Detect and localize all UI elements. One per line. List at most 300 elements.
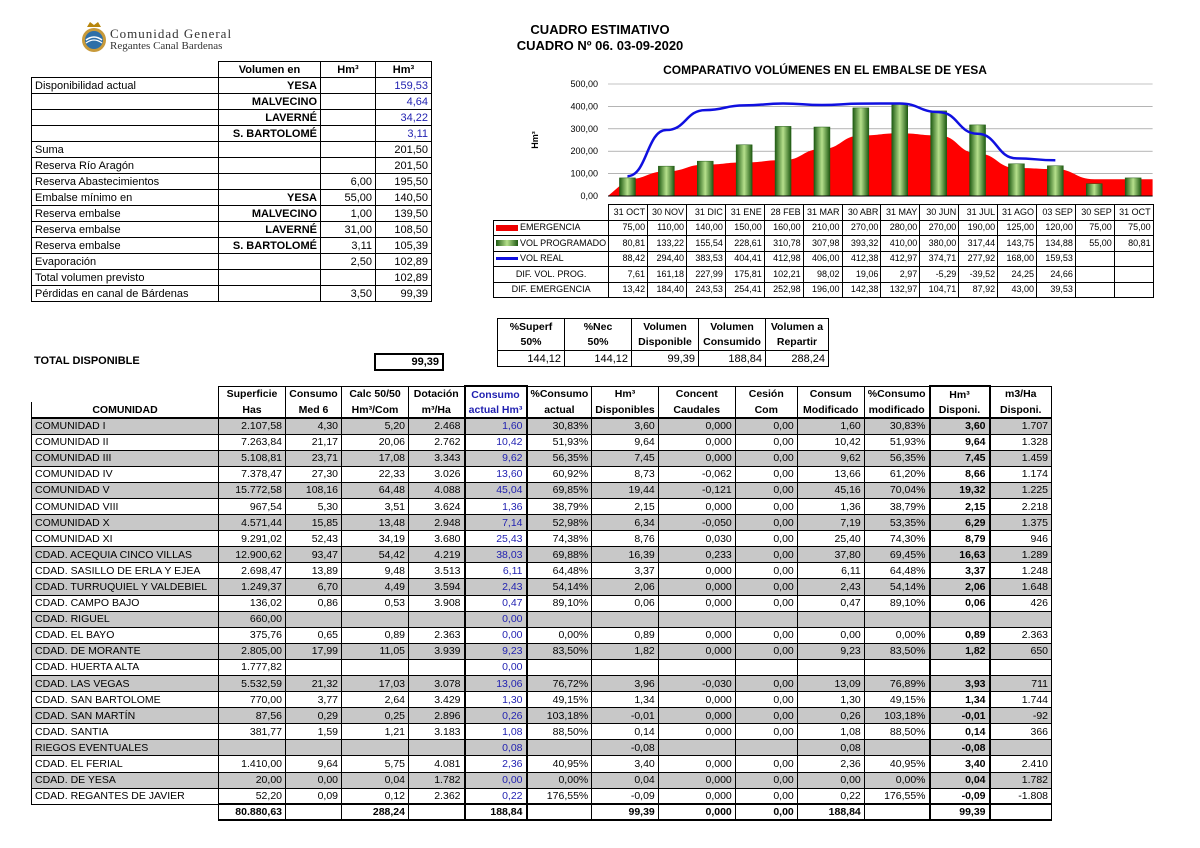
data-label: 294,40 <box>648 251 687 267</box>
table-cell: 0,000 <box>658 563 735 579</box>
logo-line1: Comunidad General <box>110 26 233 41</box>
data-label: 55,00 <box>1075 236 1114 252</box>
table-cell: 0,233 <box>658 547 735 563</box>
table-cell: 13,06 <box>465 676 527 692</box>
y-tick-label: 400,00 <box>570 101 598 112</box>
table-cell <box>735 659 797 675</box>
bar-vol-programado <box>697 161 713 196</box>
table-cell: 0,000 <box>658 692 735 708</box>
community-name: CDAD. SANTIA <box>32 724 219 740</box>
main-header-top: Superficie <box>219 386 286 402</box>
x-tick-label: 03 SEP <box>1036 205 1075 221</box>
table-cell: 69,88% <box>527 547 592 563</box>
x-tick-label: 30 JUN <box>920 205 959 221</box>
community-name: CDAD. LAS VEGAS <box>32 676 219 692</box>
data-label: 374,71 <box>920 251 959 267</box>
table-cell: 2.698,47 <box>219 563 286 579</box>
data-label: 252,98 <box>764 282 803 298</box>
table-cell: -0,01 <box>930 708 990 724</box>
vol-cell: 34,22 <box>376 110 432 126</box>
vol-cell: 1,00 <box>321 206 376 222</box>
table-row <box>32 238 432 254</box>
x-tick-label: 31 JUL <box>959 205 998 221</box>
main-header-top: Hm³ <box>930 386 990 402</box>
vol-cell <box>219 158 321 174</box>
table-cell: 49,15% <box>864 692 929 708</box>
table-cell: 0,65 <box>286 627 342 643</box>
table-cell: 0,00 <box>735 498 797 514</box>
table-cell: 176,55% <box>527 788 592 804</box>
data-label: 39,53 <box>1036 282 1075 298</box>
community-name: CDAD. SAN MARTÍN <box>32 708 219 724</box>
data-label: 133,22 <box>648 236 687 252</box>
table-cell: 1.375 <box>990 515 1052 531</box>
table-row <box>32 286 432 302</box>
data-label: 412,97 <box>881 251 920 267</box>
summary-header: 50% <box>565 335 632 351</box>
table-cell: 1.225 <box>990 482 1052 498</box>
table-cell <box>864 611 929 627</box>
communities-table <box>31 385 1052 821</box>
x-tick-label: 30 ABR <box>842 205 881 221</box>
table-cell: 1.777,82 <box>219 659 286 675</box>
table-cell: 22,33 <box>342 466 409 482</box>
legend-entry <box>494 267 609 283</box>
table-cell: 0,000 <box>658 450 735 466</box>
table-cell: 3,77 <box>286 692 342 708</box>
table-cell: 37,80 <box>797 547 864 563</box>
data-label: 142,38 <box>842 282 881 298</box>
vol-cell: Embalse mínimo en <box>32 190 219 206</box>
vol-cell: 4,64 <box>376 94 432 110</box>
vol-header-0: Volumen en <box>219 62 321 78</box>
data-label: 175,81 <box>725 267 764 283</box>
data-label: 317,44 <box>959 236 998 252</box>
table-row <box>32 531 1052 547</box>
table-cell <box>286 611 342 627</box>
table-cell: 13,89 <box>286 563 342 579</box>
table-cell: 53,35% <box>864 515 929 531</box>
main-header-bottom: Disponibles <box>592 402 659 418</box>
table-cell: 23,71 <box>286 450 342 466</box>
legend-row <box>494 267 1154 283</box>
data-label: 196,00 <box>803 282 842 298</box>
main-header-top: Calc 50/50 <box>342 386 409 402</box>
table-cell: 0,14 <box>592 724 659 740</box>
data-label <box>1114 267 1153 283</box>
vol-cell: 3,11 <box>376 126 432 142</box>
data-label: 24,25 <box>998 267 1037 283</box>
table-cell <box>409 659 465 675</box>
legend-entry <box>494 220 609 236</box>
table-cell <box>286 740 342 756</box>
community-name: CDAD. REGANTES DE JAVIER <box>32 788 219 804</box>
table-cell: 2.362 <box>409 788 465 804</box>
data-label: 307,98 <box>803 236 842 252</box>
table-cell: 52,20 <box>219 788 286 804</box>
data-label: 150,00 <box>725 220 764 236</box>
main-header-top: m3/Ha <box>990 386 1052 402</box>
vol-cell <box>219 270 321 286</box>
table-row <box>32 254 432 270</box>
vol-cell: Reserva embalse <box>32 222 219 238</box>
table-cell: 1.249,37 <box>219 579 286 595</box>
table-cell: 0,22 <box>465 788 527 804</box>
total-cell: 188,84 <box>465 804 527 820</box>
main-header-bottom: Modificado <box>797 402 864 418</box>
total-disponible-label: TOTAL DISPONIBLE <box>34 355 140 367</box>
table-cell: 83,50% <box>864 643 929 659</box>
table-cell: 0,14 <box>930 724 990 740</box>
vol-cell: YESA <box>219 190 321 206</box>
table-cell: 9,62 <box>465 450 527 466</box>
summary-header: Disponible <box>632 335 699 351</box>
data-label: 2,97 <box>881 267 920 283</box>
summary-value: 144,12 <box>565 351 632 367</box>
vol-cell <box>32 94 219 110</box>
bar-vol-programado <box>619 178 635 196</box>
data-label: 80,81 <box>1114 236 1153 252</box>
table-cell: 8,76 <box>592 531 659 547</box>
table-cell: 76,89% <box>864 676 929 692</box>
main-header-top <box>32 386 219 402</box>
table-cell: 51,93% <box>864 434 929 450</box>
table-cell: 1,08 <box>797 724 864 740</box>
table-cell: -1.808 <box>990 788 1052 804</box>
table-cell: 3.078 <box>409 676 465 692</box>
table-cell: 2.896 <box>409 708 465 724</box>
table-cell: 56,35% <box>864 450 929 466</box>
table-cell: 0,29 <box>286 708 342 724</box>
table-cell: 2,06 <box>930 579 990 595</box>
table-cell: 1.174 <box>990 466 1052 482</box>
table-cell: 6,11 <box>797 563 864 579</box>
table-cell: 0,00 <box>735 708 797 724</box>
table-cell: 11,05 <box>342 643 409 659</box>
table-cell: 19,32 <box>930 482 990 498</box>
table-cell: 17,03 <box>342 676 409 692</box>
vol-cell <box>321 158 376 174</box>
table-cell: 9,23 <box>465 643 527 659</box>
data-label: -5,29 <box>920 267 959 283</box>
table-cell: 770,00 <box>219 692 286 708</box>
vol-cell: YESA <box>219 78 321 94</box>
table-row <box>32 126 432 142</box>
table-cell <box>409 740 465 756</box>
data-label: 75,00 <box>1075 220 1114 236</box>
table-cell: 3,96 <box>592 676 659 692</box>
legend-row <box>494 282 1154 298</box>
table-cell: 0,000 <box>658 643 735 659</box>
table-cell: -0,121 <box>658 482 735 498</box>
table-cell: 7,19 <box>797 515 864 531</box>
community-name: CDAD. DE MORANTE <box>32 643 219 659</box>
table-cell: 87,56 <box>219 708 286 724</box>
table-cell <box>864 659 929 675</box>
table-cell: 54,14% <box>527 579 592 595</box>
table-cell: 4.219 <box>409 547 465 563</box>
data-label <box>1114 282 1153 298</box>
table-cell: 38,79% <box>864 498 929 514</box>
table-cell: 3.343 <box>409 450 465 466</box>
community-name: CDAD. ACEQUIA CINCO VILLAS <box>32 547 219 563</box>
data-label: 270,00 <box>842 220 881 236</box>
table-cell: 103,18% <box>864 708 929 724</box>
table-cell <box>735 740 797 756</box>
table-row <box>32 270 432 286</box>
table-cell: 6,29 <box>930 515 990 531</box>
table-cell: 9,62 <box>797 450 864 466</box>
table-cell: 1,60 <box>797 418 864 434</box>
table-cell: -0,062 <box>658 466 735 482</box>
table-cell: 8,79 <box>930 531 990 547</box>
table-cell: 30,83% <box>864 418 929 434</box>
table-cell: 0,00 <box>735 531 797 547</box>
table-cell: 0,09 <box>286 788 342 804</box>
table-cell: 3,60 <box>930 418 990 434</box>
table-cell: 426 <box>990 595 1052 611</box>
main-header-top: Hm³ <box>592 386 659 402</box>
table-cell: 0,86 <box>286 595 342 611</box>
title-line1: CUADRO ESTIMATIVO <box>530 22 670 37</box>
x-tick-label: 30 SEP <box>1075 205 1114 221</box>
x-tick-label: 31 AGO <box>998 205 1037 221</box>
vol-cell: MALVECINO <box>219 94 321 110</box>
main-header-top: Consumo <box>465 386 527 402</box>
legend-entry <box>494 236 609 252</box>
table-cell: 0,47 <box>465 595 527 611</box>
main-header-bottom: actual Hm³ <box>465 402 527 418</box>
table-cell: 1,36 <box>797 498 864 514</box>
table-cell: 21,32 <box>286 676 342 692</box>
bar-vol-programado <box>736 145 752 196</box>
table-row <box>32 740 1052 756</box>
data-label: 155,54 <box>686 236 725 252</box>
table-cell: 0,08 <box>797 740 864 756</box>
table-cell: 0,00% <box>864 772 929 788</box>
community-name: RIEGOS EVENTUALES <box>32 740 219 756</box>
total-cell: 0,000 <box>658 804 735 820</box>
vol-cell: 201,50 <box>376 142 432 158</box>
table-cell <box>658 740 735 756</box>
table-cell: 74,38% <box>527 531 592 547</box>
table-row <box>32 563 1052 579</box>
table-cell: 1.782 <box>409 772 465 788</box>
table-cell: 45,16 <box>797 482 864 498</box>
community-name: COMUNIDAD V <box>32 482 219 498</box>
data-label: 98,02 <box>803 267 842 283</box>
summary-table <box>497 318 829 367</box>
community-name: CDAD. EL BAYO <box>32 627 219 643</box>
vol-cell: Pérdidas en canal de Bárdenas <box>32 286 219 302</box>
table-cell: 3.513 <box>409 563 465 579</box>
logo <box>78 20 238 56</box>
table-cell: 51,93% <box>527 434 592 450</box>
legend-row <box>494 236 1154 252</box>
main-header-top: Concent <box>658 386 735 402</box>
vol-cell <box>219 286 321 302</box>
table-cell: 2,36 <box>797 756 864 772</box>
y-tick-label: 300,00 <box>570 123 598 134</box>
x-tick-label: 31 OCT <box>1114 205 1153 221</box>
table-cell: 0,00 <box>797 627 864 643</box>
table-cell: 3.594 <box>409 579 465 595</box>
data-label: 410,00 <box>881 236 920 252</box>
data-label: 254,41 <box>725 282 764 298</box>
main-header-top: Consumo <box>286 386 342 402</box>
main-header-bottom: Com <box>735 402 797 418</box>
table-cell: 0,000 <box>658 498 735 514</box>
table-cell: 74,30% <box>864 531 929 547</box>
table-cell: 52,43 <box>286 531 342 547</box>
data-label <box>1075 267 1114 283</box>
table-cell: 0,00% <box>864 627 929 643</box>
table-cell: 89,10% <box>864 595 929 611</box>
data-label: 228,61 <box>725 236 764 252</box>
table-cell: 0,00 <box>465 611 527 627</box>
data-label: 88,42 <box>609 251 648 267</box>
table-cell: 2,64 <box>342 692 409 708</box>
data-label: 412,38 <box>842 251 881 267</box>
data-label: 393,32 <box>842 236 881 252</box>
community-name: CDAD. EL FERIAL <box>32 756 219 772</box>
table-cell: 0,00 <box>735 692 797 708</box>
table-cell: 0,00 <box>735 434 797 450</box>
bar-vol-programado <box>892 104 908 196</box>
table-cell: 83,50% <box>527 643 592 659</box>
table-cell <box>990 611 1052 627</box>
table-cell: 13,09 <box>797 676 864 692</box>
table-cell <box>930 611 990 627</box>
table-cell: 9.291,02 <box>219 531 286 547</box>
data-label: 280,00 <box>881 220 920 236</box>
table-cell: 17,99 <box>286 643 342 659</box>
table-cell: 9,64 <box>592 434 659 450</box>
table-cell: 0,00 <box>735 418 797 434</box>
data-label: 125,00 <box>998 220 1037 236</box>
table-row <box>32 110 432 126</box>
table-cell: 2,36 <box>465 756 527 772</box>
data-label: 190,00 <box>959 220 998 236</box>
table-cell <box>527 659 592 675</box>
table-cell: 52,98% <box>527 515 592 531</box>
table-cell: 2.762 <box>409 434 465 450</box>
table-cell: 0,89 <box>342 627 409 643</box>
table-cell: 1.707 <box>990 418 1052 434</box>
table-cell: 0,47 <box>797 595 864 611</box>
table-cell: 30,83% <box>527 418 592 434</box>
table-cell: 1.648 <box>990 579 1052 595</box>
table-cell: 0,06 <box>930 595 990 611</box>
table-cell: 0,000 <box>658 788 735 804</box>
table-row <box>32 498 1052 514</box>
table-cell: -0,01 <box>592 708 659 724</box>
vol-cell: 6,00 <box>321 174 376 190</box>
table-cell: 10,42 <box>797 434 864 450</box>
table-cell: 69,45% <box>864 547 929 563</box>
table-cell <box>527 611 592 627</box>
total-cell <box>32 804 219 820</box>
data-label: 7,61 <box>609 267 648 283</box>
table-cell: 0,000 <box>658 708 735 724</box>
data-label: 160,00 <box>764 220 803 236</box>
vol-cell: 201,50 <box>376 158 432 174</box>
legend-row <box>494 220 1154 236</box>
vol-cell: Total volumen previsto <box>32 270 219 286</box>
vol-cell: 195,50 <box>376 174 432 190</box>
table-cell: 5,20 <box>342 418 409 434</box>
data-label: 134,88 <box>1036 236 1075 252</box>
table-cell: 0,00 <box>797 772 864 788</box>
bar-vol-programado <box>1008 164 1024 196</box>
table-cell: 0,00 <box>735 482 797 498</box>
table-cell: 49,15% <box>527 692 592 708</box>
community-name: COMUNIDAD X <box>32 515 219 531</box>
table-cell: 381,77 <box>219 724 286 740</box>
legend-label: DIF. VOL. PROG. <box>515 268 587 279</box>
vol-cell: Reserva embalse <box>32 238 219 254</box>
legend-label: EMERGENCIA <box>520 222 581 233</box>
table-cell: 0,00 <box>465 772 527 788</box>
data-label: 380,00 <box>920 236 959 252</box>
data-label: 383,53 <box>686 251 725 267</box>
table-cell: 54,42 <box>342 547 409 563</box>
total-cell <box>864 804 929 820</box>
table-cell: 7.378,47 <box>219 466 286 482</box>
legend-entry <box>494 251 609 267</box>
data-label: 110,00 <box>648 220 687 236</box>
table-cell: 1,30 <box>797 692 864 708</box>
data-label: 310,78 <box>764 236 803 252</box>
table-cell: 27,30 <box>286 466 342 482</box>
data-label <box>1114 251 1153 267</box>
table-cell: 0,00 <box>735 547 797 563</box>
table-row <box>32 206 432 222</box>
table-row <box>32 659 1052 675</box>
vol-cell: Reserva embalse <box>32 206 219 222</box>
vol-cell: Reserva Abastecimientos <box>32 174 219 190</box>
table-cell: 38,03 <box>465 547 527 563</box>
table-cell: 1,08 <box>465 724 527 740</box>
x-tick-label: 31 MAY <box>881 205 920 221</box>
community-name: CDAD. CAMPO BAJO <box>32 595 219 611</box>
legend-entry <box>494 282 609 298</box>
data-label: 80,81 <box>609 236 648 252</box>
vol-cell <box>219 174 321 190</box>
vol-header-2: Hm³ <box>376 62 432 78</box>
data-label: 75,00 <box>1114 220 1153 236</box>
table-cell: 93,47 <box>286 547 342 563</box>
table-cell: 0,000 <box>658 595 735 611</box>
y-tick-label: 200,00 <box>570 146 598 157</box>
table-cell <box>592 611 659 627</box>
data-label <box>1075 282 1114 298</box>
vol-cell: S. BARTOLOMÉ <box>219 238 321 254</box>
total-cell: 288,24 <box>342 804 409 820</box>
table-cell: -0,09 <box>592 788 659 804</box>
total-cell: 80.880,63 <box>219 804 286 820</box>
table-cell: 1.459 <box>990 450 1052 466</box>
total-cell <box>409 804 465 820</box>
table-cell <box>864 740 929 756</box>
table-cell <box>990 740 1052 756</box>
table-cell: 0,22 <box>797 788 864 804</box>
table-cell: 64,48% <box>864 563 929 579</box>
main-header-bottom: modificado <box>864 402 929 418</box>
table-cell: 7,45 <box>592 450 659 466</box>
table-cell: 25,43 <box>465 531 527 547</box>
table-cell: 0,00 <box>465 659 527 675</box>
